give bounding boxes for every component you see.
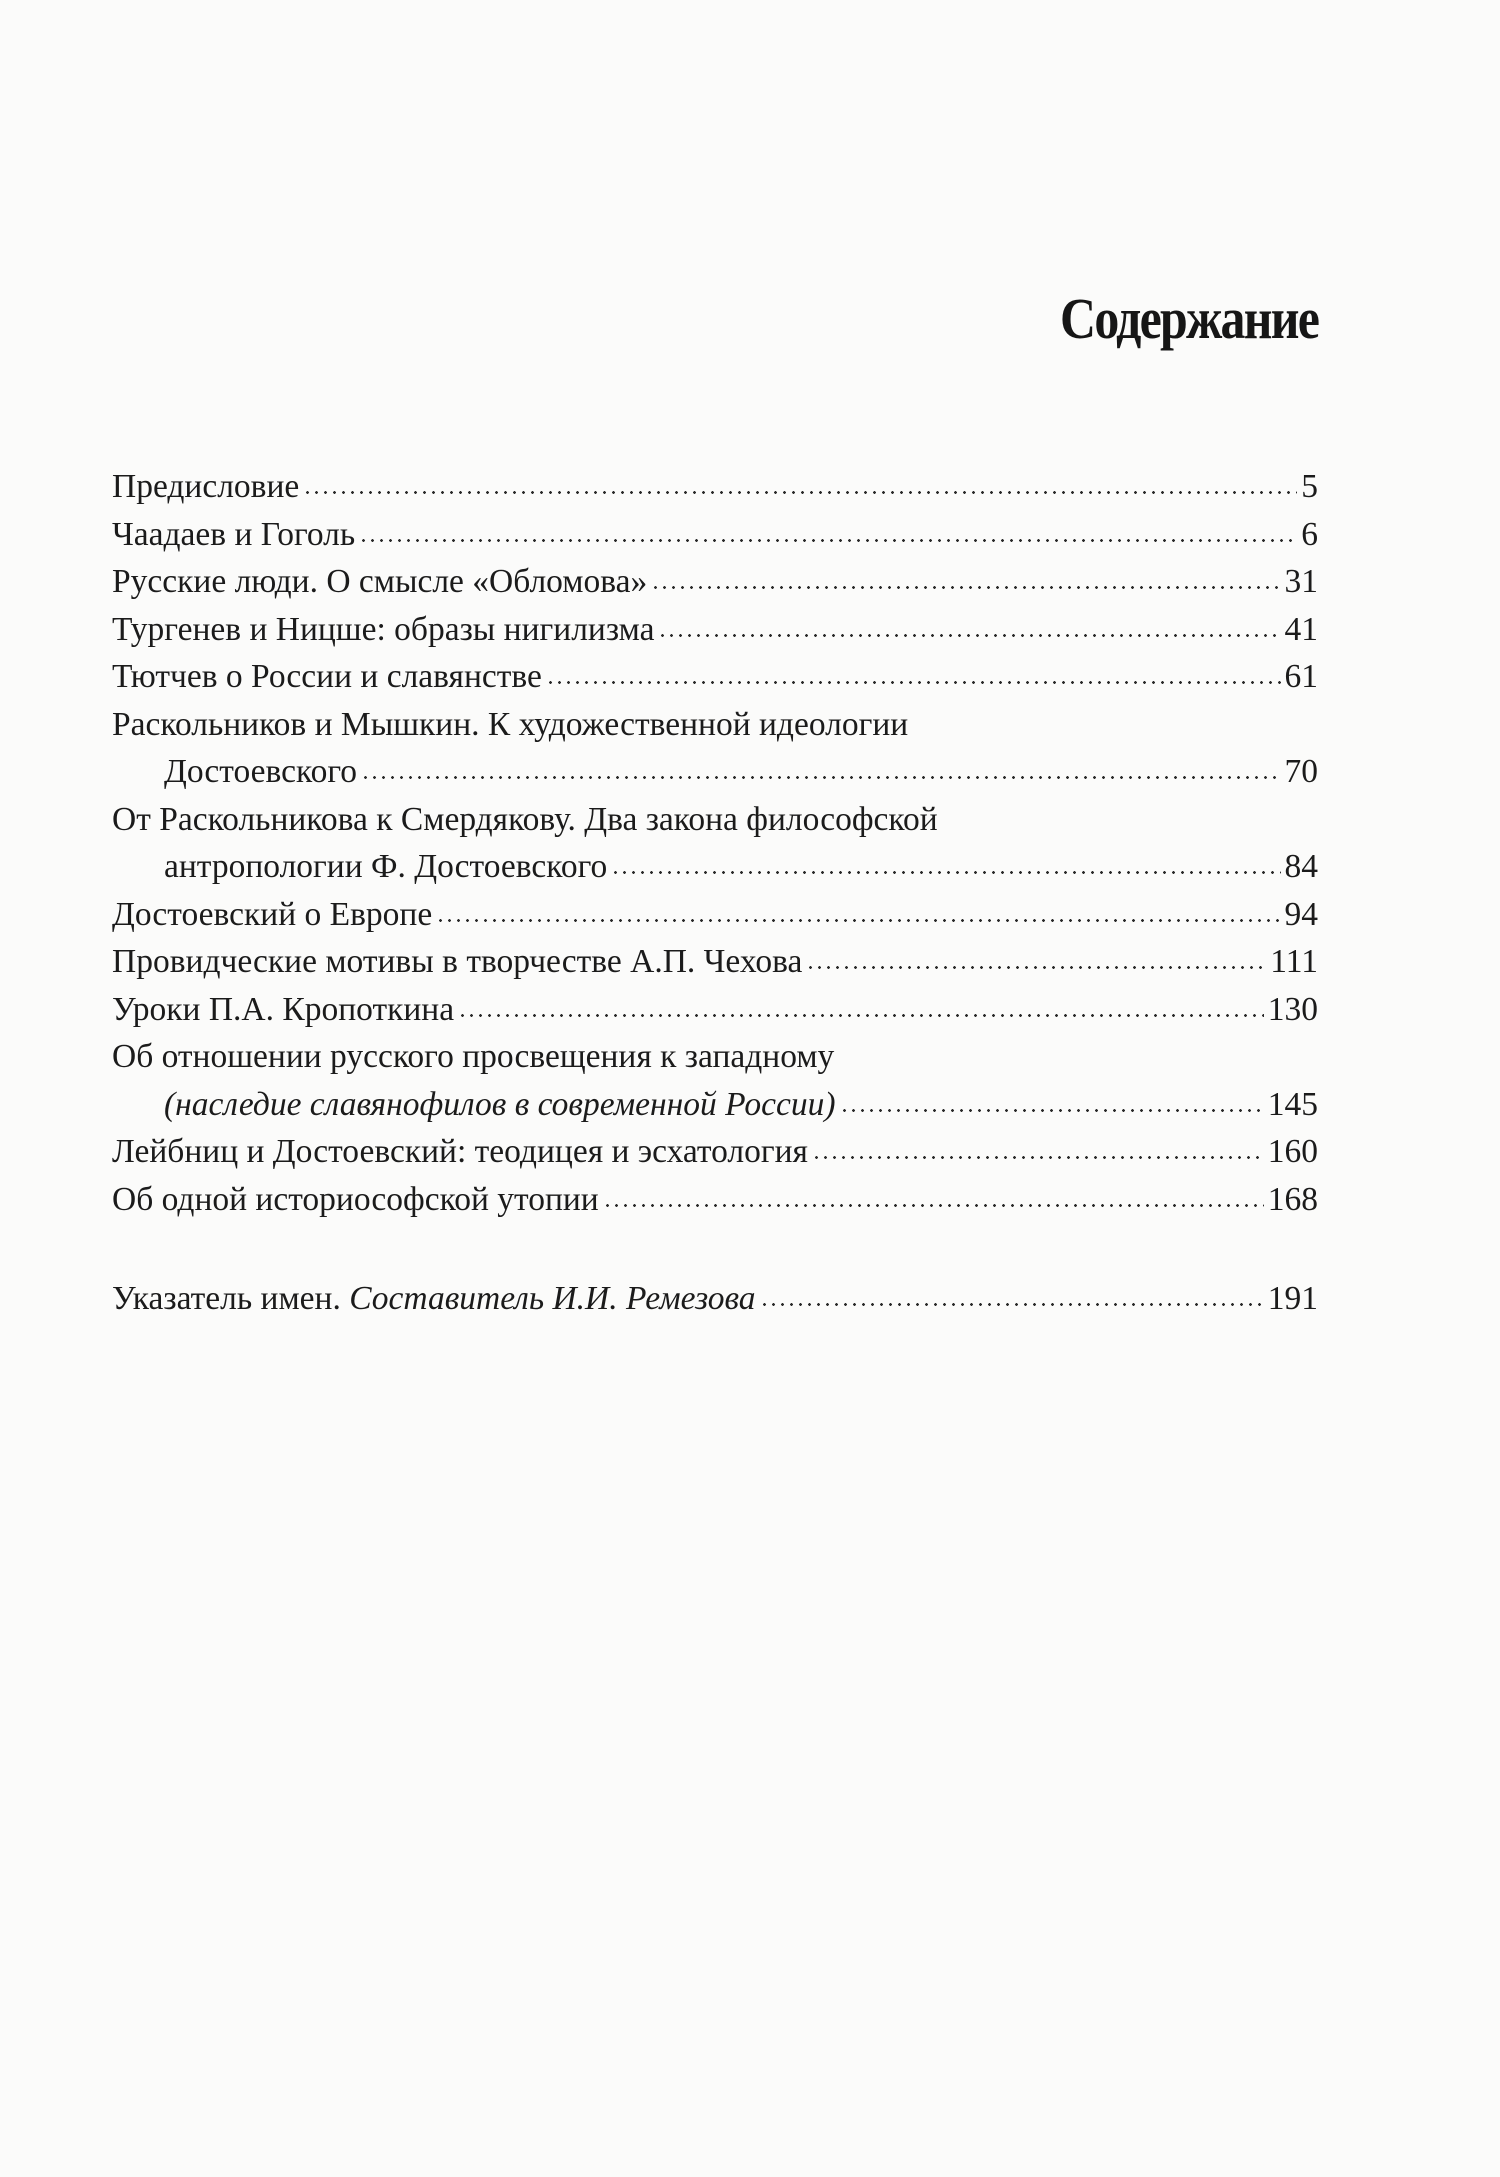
index-compiler: Составитель И.И. Ремезова xyxy=(349,1280,756,1317)
toc-entry-title: Тургенев и Ницше: образы нигилизма xyxy=(112,610,655,648)
dot-leader xyxy=(840,1109,1264,1112)
dot-leader xyxy=(611,871,1280,874)
toc-entry xyxy=(112,1128,1318,1176)
toc-page-number: 41 xyxy=(1284,610,1318,648)
toc-entry-title: Русские люди. О смысле «Обломова» xyxy=(112,563,648,600)
toc-entry xyxy=(112,891,1318,939)
table-of-contents xyxy=(112,463,1318,1323)
dot-leader xyxy=(458,1014,1264,1017)
toc-entry-title: От Раскольникова к Смердякову. Два закона философской xyxy=(112,800,938,838)
toc-page-number: 130 xyxy=(1267,990,1318,1028)
toc-entry xyxy=(112,986,1318,1034)
toc-entry xyxy=(112,938,1318,986)
toc-page-number: 70 xyxy=(1284,753,1318,790)
dot-leader xyxy=(359,539,1297,542)
toc-entry-title: Уроки П.А. Кропоткина xyxy=(112,990,455,1028)
dot-leader xyxy=(361,776,1280,779)
dot-leader xyxy=(658,634,1280,637)
dot-leader xyxy=(806,966,1266,969)
dot-leader xyxy=(303,491,1297,494)
toc-entry-title: Достоевский о Европе xyxy=(112,895,433,933)
toc-entry-title: Раскольников и Мышкин. К художественной идеологии xyxy=(112,705,909,743)
toc-page-number: 111 xyxy=(1270,943,1318,980)
index-title: Указатель имен. xyxy=(112,1280,350,1317)
toc-entry-title: Об одной историософской утопии xyxy=(112,1180,599,1218)
toc-entry xyxy=(112,1033,1318,1128)
toc-entry-title: Провидческие мотивы в творчестве А.П. Чехова xyxy=(112,943,803,980)
toc-entry xyxy=(112,511,1318,559)
toc-page-number: 6 xyxy=(1301,515,1318,553)
dot-leader xyxy=(760,1303,1264,1306)
toc-entry-title: Лейбниц и Достоевский: теодицея и эсхатология xyxy=(112,1133,808,1170)
toc-entry xyxy=(112,463,1318,511)
toc-page-number: 160 xyxy=(1267,1133,1318,1170)
toc-page-number: 61 xyxy=(1284,658,1318,695)
toc-page-number: 5 xyxy=(1301,468,1318,505)
toc-page-number: 94 xyxy=(1284,895,1318,933)
toc-entry xyxy=(112,606,1318,654)
toc-index-entry xyxy=(112,1275,1318,1323)
page-title: Содержание xyxy=(1059,286,1318,351)
toc-entry-title: Чаадаев и Гоголь xyxy=(112,515,356,553)
dot-leader xyxy=(812,1156,1264,1159)
toc-entry-subtitle: (наследие славянофилов в современной России) xyxy=(164,1085,836,1123)
toc-page-number: 191 xyxy=(1267,1280,1318,1317)
toc-entry xyxy=(112,653,1318,701)
toc-entry-title: Об отношении русского просвещения к западному xyxy=(112,1038,835,1075)
toc-entry xyxy=(112,558,1318,606)
toc-entry xyxy=(112,701,1318,796)
toc-entry-title: Тютчев о России и славянстве xyxy=(112,658,542,695)
dot-leader xyxy=(546,681,1281,684)
toc-page-number: 145 xyxy=(1267,1085,1318,1123)
toc-entry xyxy=(112,1176,1318,1224)
toc-entry-title: Предисловие xyxy=(112,468,300,505)
dot-leader xyxy=(436,919,1280,922)
toc-page-number: 168 xyxy=(1267,1180,1318,1218)
toc-entry xyxy=(112,796,1318,891)
toc-page-number: 84 xyxy=(1284,848,1318,885)
toc-page-number: 31 xyxy=(1284,563,1318,600)
dot-leader xyxy=(651,586,1280,589)
dot-leader xyxy=(603,1204,1264,1207)
toc-entry-title-continued: антропологии Ф. Достоевского xyxy=(164,848,608,885)
toc-entry-title-continued: Достоевского xyxy=(164,753,358,790)
